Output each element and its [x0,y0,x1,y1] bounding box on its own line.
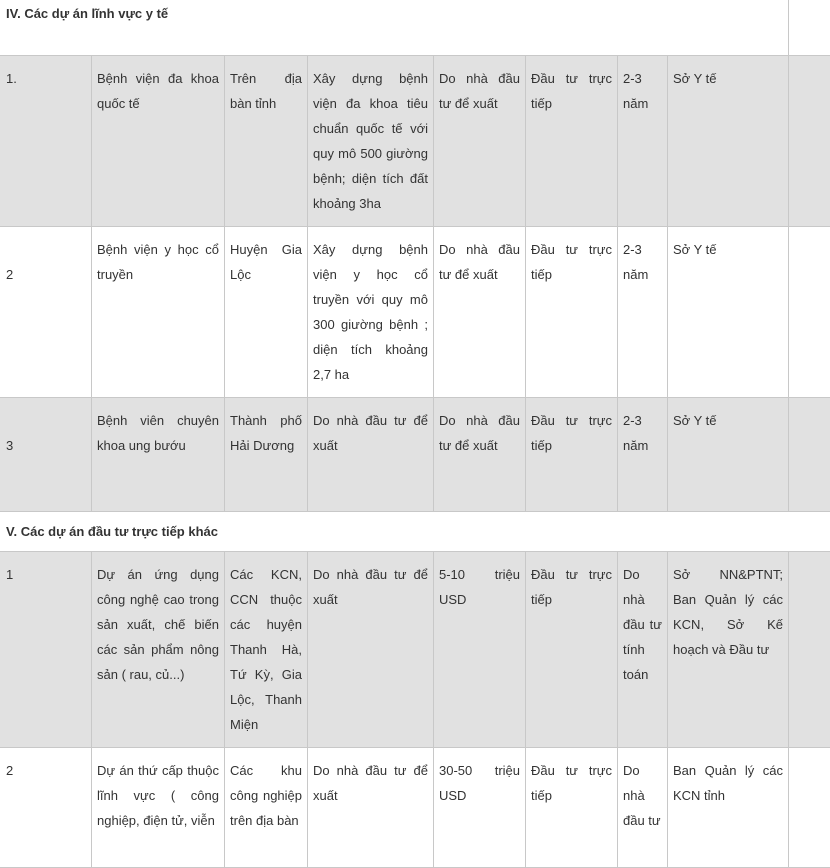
project-location: Thành phố Hải Dương [225,398,308,512]
project-scale: Do nhà đầu tư để xuất [308,748,434,868]
row-number: 2 [0,227,92,398]
investment-form: Đầu tư trực tiếp [526,56,618,227]
row-number: 2 [0,748,92,868]
section-header [0,0,830,56]
project-scale: Do nhà đầu tư để xuất [308,398,434,512]
project-location: Các KCN, CCN thuộc các huyện Thanh Hà, Tứ Kỳ, Gia Lộc, Thanh Miện [225,552,308,748]
project-capital: Do nhà đầu tư để xuất [434,227,526,398]
project-scale: Xây dựng bệnh viện đa khoa tiêu chuẩn quốc tế với quy mô 500 giường bệnh; diện tích đất khoảng 3ha [308,56,434,227]
table-row [0,227,830,398]
row-number: 1. [0,56,92,227]
table-row [0,56,830,227]
project-name: Dự án ứng dụng công nghệ cao trong sản xuất, chế biến các sản phẩm nông sản ( rau, củ...) [92,552,225,748]
investment-form: Đầu tư trực tiếp [526,398,618,512]
project-name: Dự án thứ cấp thuộc lĩnh vực ( công nghiệp, điện tử, viễn [92,748,225,868]
project-scale: Do nhà đầu tư để xuất [308,552,434,748]
project-capital: 5-10 triệu USD [434,552,526,748]
responsible-agency: Sở Y tế [668,56,789,227]
responsible-agency: Sở Y tế [668,227,789,398]
section-title: V. Các dự án đầu tư trực tiếp khác [0,512,830,552]
table-row [0,552,830,748]
project-duration: 2-3 năm [618,227,668,398]
project-duration: Do nhà đầu tư [618,748,668,868]
project-duration: 2-3 năm [618,56,668,227]
project-scale: Xây dựng bệnh viện y học cổ truyền với quy mô 300 giường bệnh ; diện tích khoảng 2,7 ha [308,227,434,398]
project-name: Bệnh viện đa khoa quốc tế [92,56,225,227]
project-name: Bệnh viện y học cổ truyền [92,227,225,398]
investment-form: Đầu tư trực tiếp [526,748,618,868]
table-row [0,398,830,512]
responsible-agency: Sở NN&PTNT; Ban Quản lý các KCN, Sở Kế hoạch và Đầu tư [668,552,789,748]
project-duration: 2-3 năm [618,398,668,512]
project-name: Bệnh viên chuyên khoa ung bướu [92,398,225,512]
investment-form: Đầu tư trực tiếp [526,552,618,748]
project-capital: Do nhà đầu tư để xuất [434,398,526,512]
responsible-agency: Ban Quản lý các KCN tỉnh [668,748,789,868]
row-number: 1 [0,552,92,748]
responsible-agency: Sở Y tế [668,398,789,512]
project-location: Huyện Gia Lộc [225,227,308,398]
project-capital: Do nhà đầu tư để xuất [434,56,526,227]
row-number: 3 [0,398,92,512]
section-title: IV. Các dự án lĩnh vực y tế [0,0,789,56]
table-row [0,748,830,868]
project-capital: 30-50 triệu USD [434,748,526,868]
project-location: Các khu công nghiệp trên địa bàn [225,748,308,868]
project-location: Trên địa bàn tỉnh [225,56,308,227]
project-duration: Do nhà đầu tư tính toán [618,552,668,748]
section-header [0,512,830,552]
investment-form: Đầu tư trực tiếp [526,227,618,398]
